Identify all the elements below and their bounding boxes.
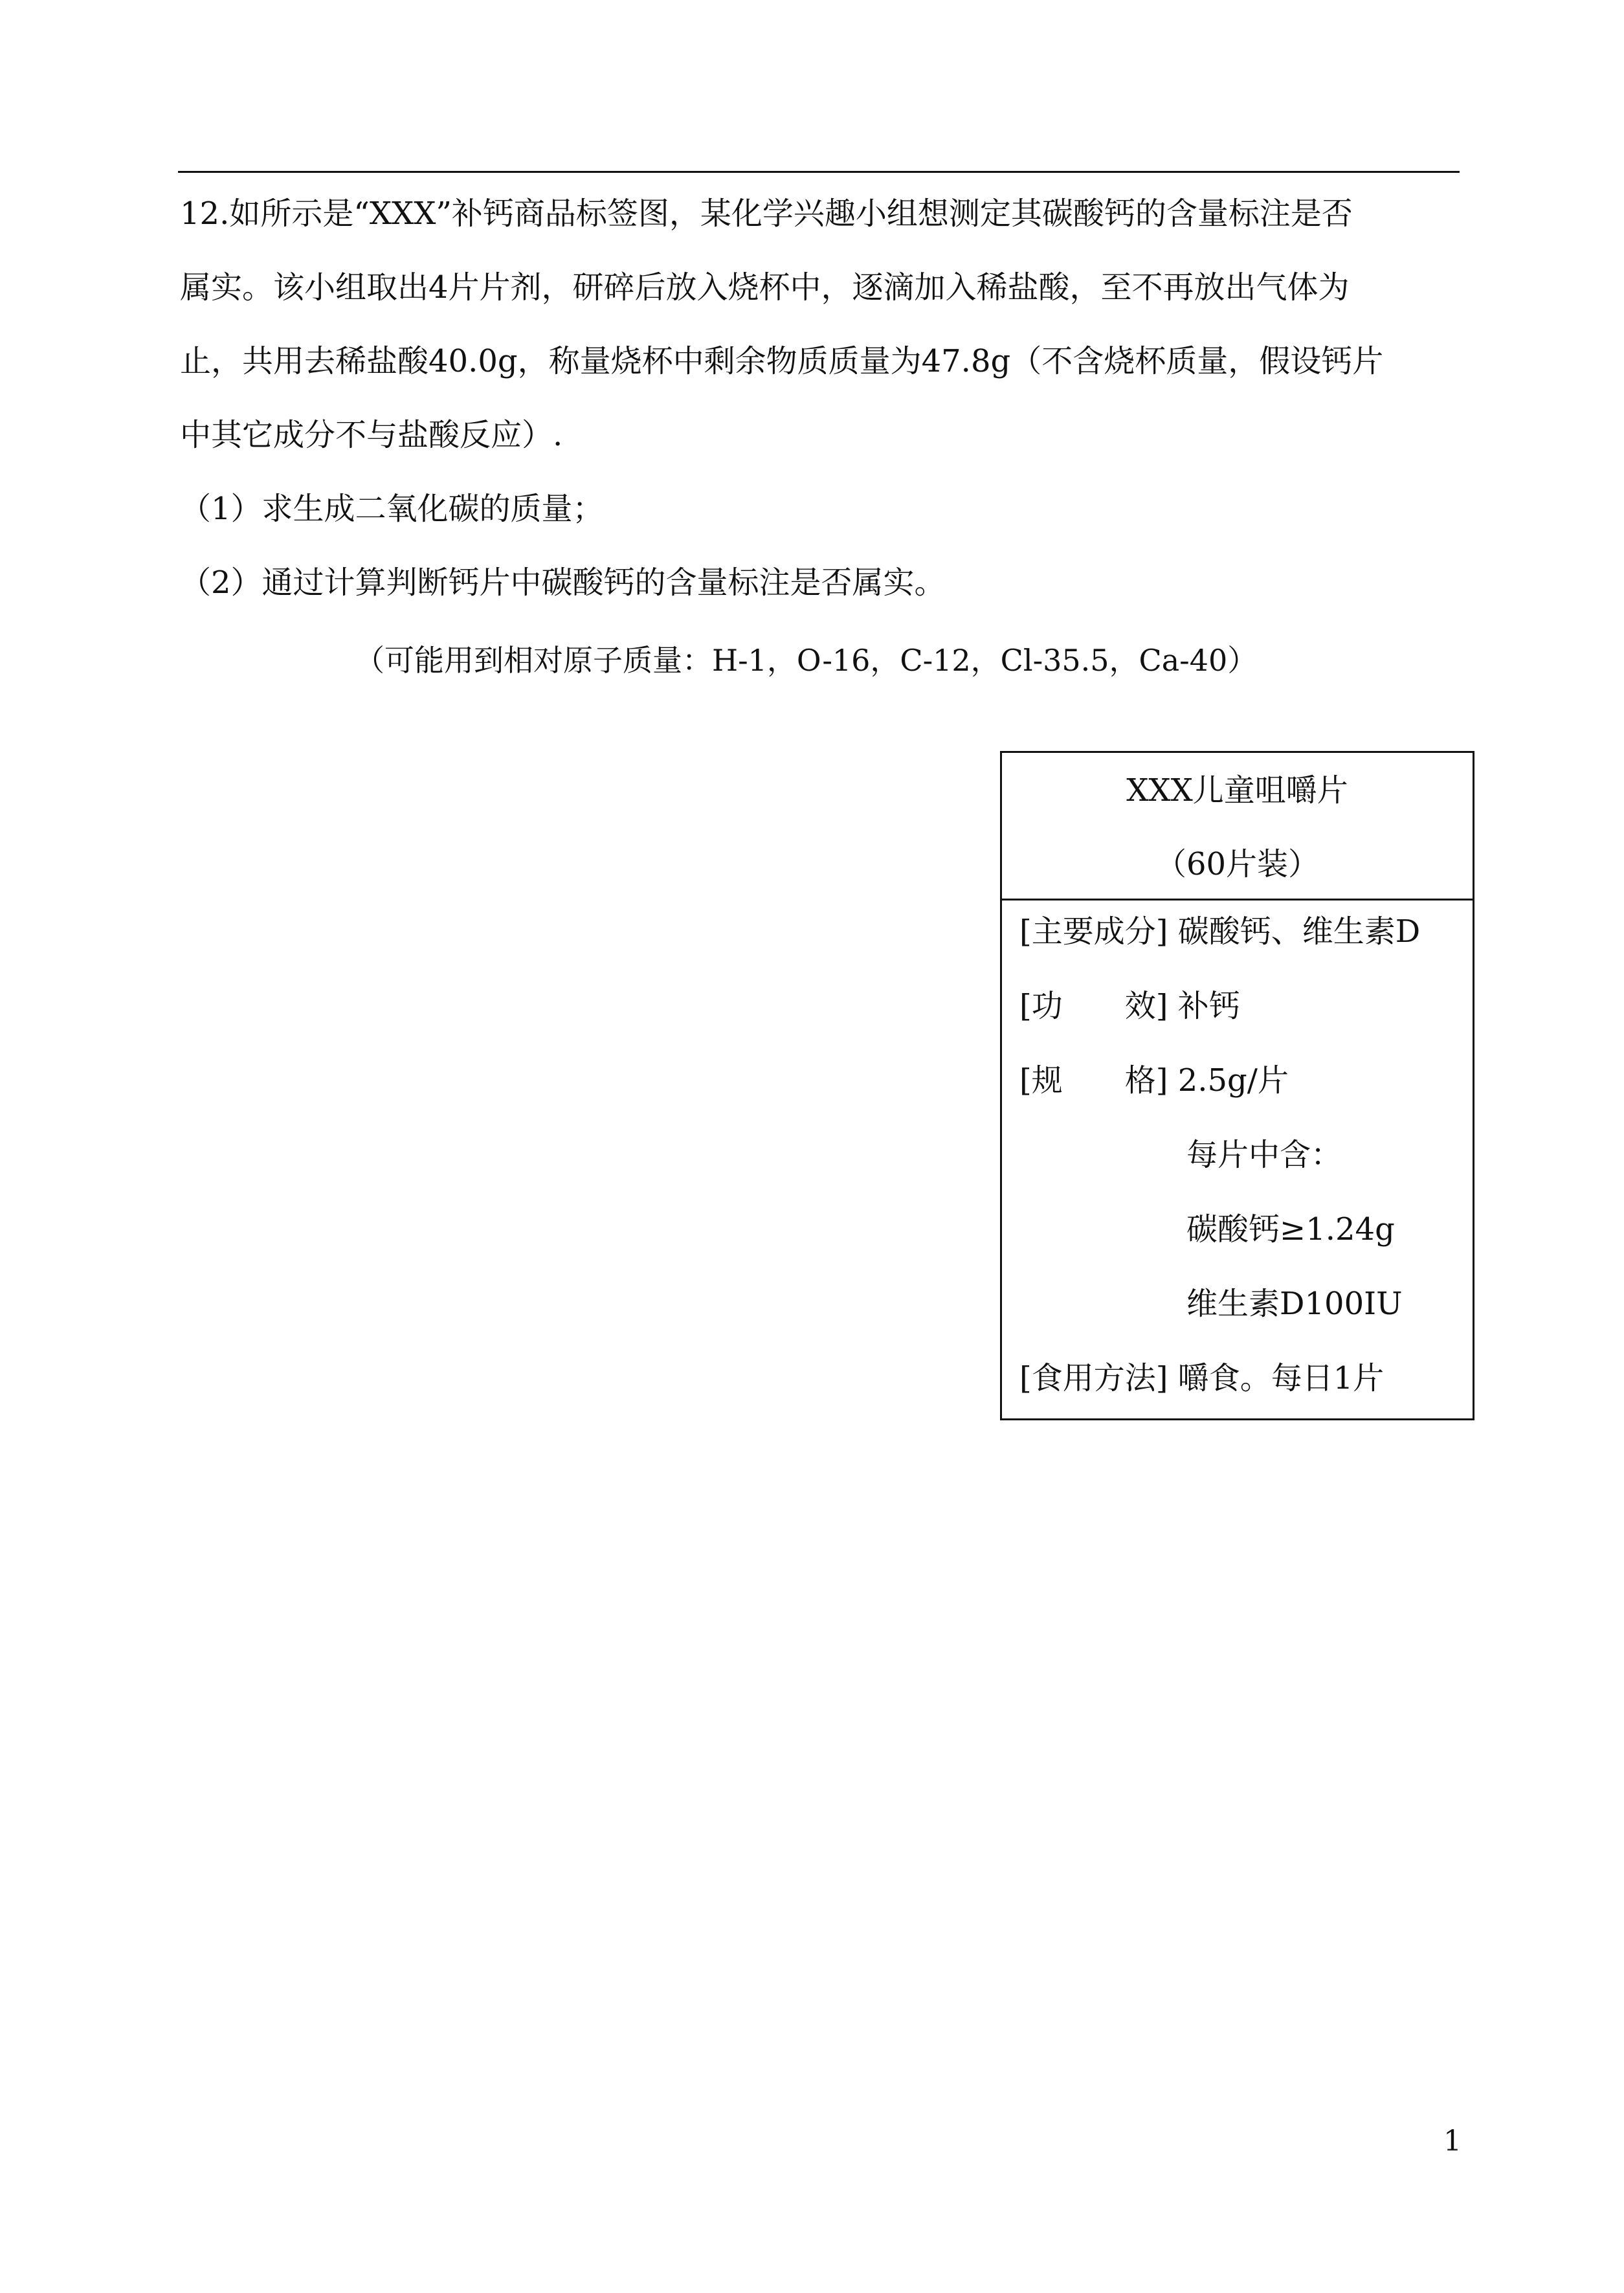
page-number: 1 xyxy=(1443,2125,1462,2158)
label-package: （60片装） xyxy=(1155,846,1320,882)
sub-question-1: （1）求生成二氧化碳的质量； xyxy=(180,491,604,527)
label-calcium-carbonate: 碳酸钙≥1.24g xyxy=(1186,1211,1395,1247)
atomic-mass-note: （可能用到相对原子质量：H-1，O-16，C-12，Cl-35.5，Ca-40） xyxy=(355,643,1258,678)
label-details xyxy=(1002,900,1473,1433)
question-line: 12.如所示是“XXX”补钙商品标签图，某化学兴趣小组想测定其碳酸钙的含量标注是否 xyxy=(180,196,1353,232)
label-vitamin-d: 维生素D100IU xyxy=(1186,1286,1403,1322)
label-title: XXX儿童咀嚼片 xyxy=(1126,772,1348,809)
question-line: 止，共用去稀盐酸40.0g，称量烧杯中剩余物质质量为47.8g（不含烧杯质量，假设钙片 xyxy=(180,343,1384,379)
label-usage: [食用方法] 嚼食。每日1片 xyxy=(1019,1360,1385,1396)
header-rule xyxy=(178,171,1460,173)
product-label xyxy=(1000,751,1474,1420)
label-spec: [规 格] 2.5g/片 xyxy=(1019,1062,1289,1099)
question-line: 属实。该小组取出4片片剂，研碎后放入烧杯中，逐滴加入稀盐酸，至不再放出气体为 xyxy=(180,269,1350,306)
label-ingredients: [主要成分] 碳酸钙、维生素D xyxy=(1019,913,1421,950)
label-header xyxy=(1002,753,1473,900)
label-effect: [功 效] 补钙 xyxy=(1019,988,1240,1024)
sub-question-2: （2）通过计算判断钙片中碳酸钙的含量标注是否属实。 xyxy=(180,565,946,601)
label-per-tablet: 每片中含： xyxy=(1186,1137,1342,1173)
question-line: 中其它成分不与盐酸反应）. xyxy=(180,417,563,453)
